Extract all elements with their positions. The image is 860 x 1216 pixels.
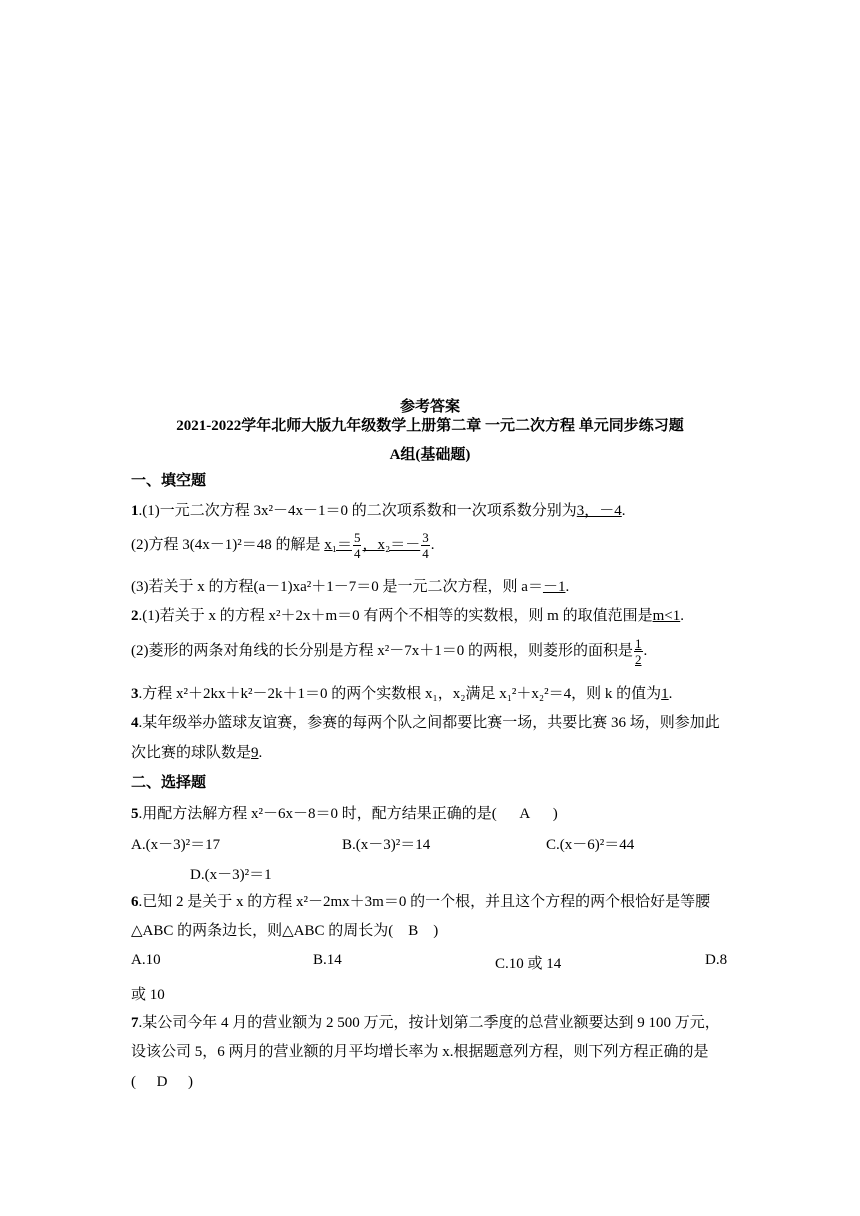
- q1-part3: (3)若关于 x 的方程(a－1)xa²＋1－7＝0 是一元二次方程，则 a＝－1.: [131, 579, 570, 595]
- q4-number: 4: [131, 715, 139, 731]
- q6-option-b: B.14: [313, 952, 342, 968]
- q3-number: 3: [131, 686, 139, 702]
- q6-answer: B: [408, 923, 419, 939]
- q7-text-line1: .某公司今年 4 月的营业额为 2 500 万元，按计划第二季度的总营业额要达到 9 100 万元，: [138, 1015, 720, 1031]
- q4-text-line2: 次比赛的球队数是: [131, 745, 252, 761]
- q6-number: 6: [131, 894, 139, 910]
- q4-line1: [131, 713, 731, 733]
- q2-area-numerator: 1: [635, 636, 642, 652]
- q7-number: 7: [131, 1015, 139, 1031]
- q3-answer: 1: [661, 686, 669, 702]
- q1-part1-answer: 3，－4: [576, 503, 622, 519]
- q7-line3: ( D ): [131, 1074, 193, 1090]
- q5-text: .用配方法解方程 x²－6x－8＝0 时，配方结果正确的是(: [138, 806, 497, 822]
- q5-option-d: D.(x－3)²＝1: [190, 867, 272, 883]
- q1-part1-text: .(1)一元二次方程 3x²－4x－1＝0 的二次项系数和一次项系数分别为: [138, 503, 577, 519]
- section-choice-heading: 二、选择题: [131, 775, 207, 791]
- section-fill-heading: 一、填空题: [131, 473, 207, 489]
- q1-part1: 1.(1)一元二次方程 3x²－4x－1＝0 的二次项系数和一次项系数分别为3，－4.: [131, 503, 626, 519]
- q5-answer: A: [519, 806, 531, 822]
- q5-option-c: C.(x－6)²＝44: [546, 837, 635, 853]
- q6-line1: [131, 892, 731, 912]
- q7-line2: [131, 1042, 731, 1062]
- q1-part2-answer: [324, 530, 430, 562]
- q4-answer: 9: [251, 745, 259, 761]
- q5-number: 5: [131, 806, 139, 822]
- q1-x1-numerator: 5: [353, 530, 361, 546]
- page-title: 参考答案: [399, 399, 460, 415]
- q6-text-line2: △ABC 的两条边长，则△ABC 的周长为(: [131, 923, 394, 939]
- q6-option-a: A.10: [131, 952, 161, 968]
- q2-part2-text: (2)菱形的两条对角线的长分别是方程 x²－7x＋1＝0 的两根，则菱形的面积是: [131, 643, 633, 659]
- document-subtitle: 2021-2022学年北师大版九年级数学上册第二章 一元二次方程 单元同步练习题: [176, 418, 684, 434]
- q6-option-c: C.10 或 14: [495, 956, 562, 972]
- q7-line1: [131, 1013, 731, 1033]
- q7-answer: D: [156, 1074, 168, 1090]
- group-label: A组(基础题): [389, 447, 471, 463]
- q1-part3-text: (3)若关于 x 的方程(a－1)xa²＋1－7＝0 是一元二次方程，则 a＝: [131, 579, 543, 595]
- q1-part3-answer: －1: [542, 579, 566, 595]
- q1-part2-text: (2)方程 3(4x－1)²＝48 的解是: [131, 537, 321, 553]
- q6-line2: △ABC 的两条边长，则△ABC 的周长为( B ): [131, 923, 439, 939]
- q1-x1-denominator: 4: [353, 546, 361, 562]
- q3-text: .方程 x²＋2kx＋k²－2k＋1＝0 的两个实数根 x₁，x₂满足 x₁²＋x₂²＝4，则 k 的值为: [138, 686, 662, 702]
- q2-part1-answer: m<1: [652, 608, 681, 624]
- q2-area-denominator: 2: [635, 652, 642, 668]
- q4-text-line1: .某年级举办篮球友谊赛，参赛的每两个队之间都要比赛一场，共要比赛 36 场，则参加此: [138, 715, 720, 731]
- q5-option-b: B.(x－3)²＝14: [342, 837, 431, 853]
- q1-part2: (2)方程 3(4x－1)²＝48 的解是 x₁＝ $\frac{5}{4}$ ，x₂＝－ $\frac{3}{4}$ .: [131, 530, 435, 562]
- q7-text-line2: 设该公司 5，6 两月的营业额的月平均增长率为 x.根据题意列方程，则下列方程正确的是: [131, 1044, 709, 1060]
- q4-line2: 次比赛的球队数是9.: [131, 745, 263, 761]
- q2-part1-text: .(1)若关于 x 的方程 x²＋2x＋m＝0 有两个不相等的实数根，则 m 的取值范围是: [138, 608, 653, 624]
- q1-x1-label: x₁＝: [324, 537, 352, 553]
- q1-x2-fraction: [421, 530, 430, 561]
- q2-part1: 2.(1)若关于 x 的方程 x²＋2x＋m＝0 有两个不相等的实数根，则 m 的取值范围是m<1.: [131, 608, 684, 624]
- q5-option-a: A.(x－3)²＝17: [131, 837, 221, 853]
- q1-x2-denominator: 4: [422, 546, 429, 562]
- q6-option-d: D.8: [705, 952, 728, 968]
- q2-part2: (2)菱形的两条对角线的长分别是方程 x²－7x＋1＝0 的两根，则菱形的面积是 $\frac{1}{2}$ .: [131, 636, 648, 668]
- q6-text-line1: .已知 2 是关于 x 的方程 x²－2mx＋3m＝0 的一个根，并且这个方程的两个根恰好是等腰: [138, 894, 711, 910]
- q1-x2-numerator: 3: [422, 530, 429, 546]
- q2-number: 2: [131, 608, 139, 624]
- q5: 5.用配方法解方程 x²－6x－8＝0 时，配方结果正确的是( A ): [131, 806, 558, 822]
- q1-number: 1: [131, 503, 139, 519]
- q3: 3.方程 x²＋2kx＋k²－2k＋1＝0 的两个实数根 x₁，x₂满足 x₁²＋x₂²＝4，则 k 的值为1.: [131, 686, 673, 702]
- q6-option-d-continued: 或 10: [131, 987, 165, 1003]
- q1-x2-label: ，x₂＝－: [362, 537, 421, 553]
- q2-part2-answer: [634, 636, 643, 667]
- q1-x1-fraction: [353, 530, 362, 561]
